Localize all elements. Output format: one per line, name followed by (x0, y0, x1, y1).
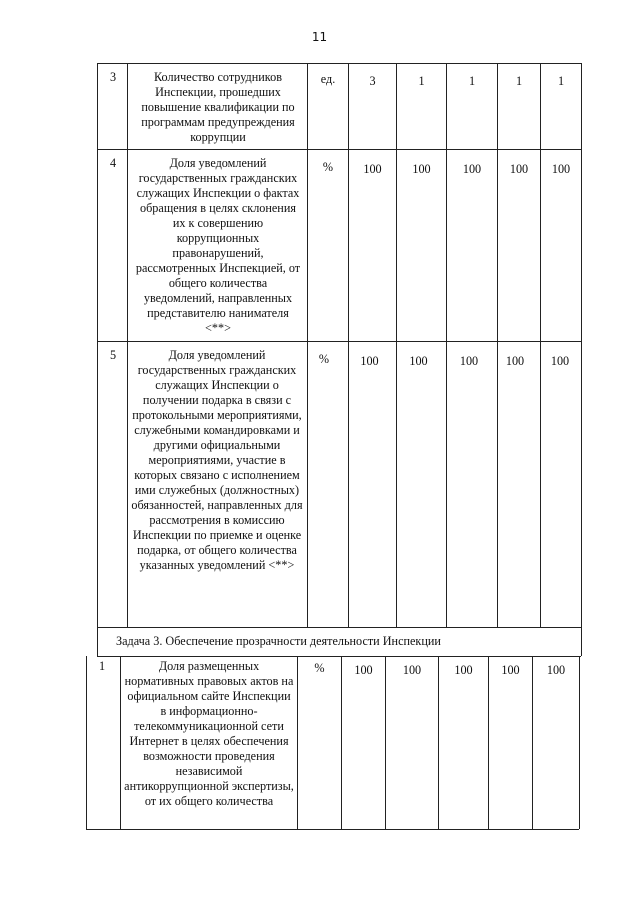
row-unit: % (318, 352, 330, 366)
row-divider (97, 63, 581, 64)
column-divider (540, 63, 541, 627)
row-value: 100 (363, 162, 382, 176)
page-number: 11 (311, 30, 328, 44)
row-value: 100 (454, 663, 473, 677)
column-divider (120, 656, 121, 829)
row-value: 100 (402, 663, 422, 677)
row-value: 100 (462, 162, 482, 176)
row-value: 1 (557, 74, 565, 88)
row-divider (97, 149, 581, 150)
row-description: Доля уведомлений государственных гражданских служащих Инспекции о фактах обращения в целях склонения их к совершению коррупционных правонарушений, рассмотренных Инспекцией, от общего количества уведомлений, направленных представителю нанимателя <**> (135, 156, 301, 335)
row-value: 100 (360, 354, 379, 368)
column-divider (532, 656, 533, 829)
row-value: 1 (418, 74, 425, 88)
row-value: 100 (505, 354, 525, 368)
column-divider (396, 63, 397, 627)
table-border-left (86, 656, 87, 829)
row-value: 100 (501, 663, 520, 677)
row-value: 100 (546, 663, 566, 677)
column-divider (341, 656, 342, 829)
column-divider (297, 656, 298, 829)
column-divider (446, 63, 447, 627)
column-divider (438, 656, 439, 829)
column-divider (488, 656, 489, 829)
table-border-right (581, 63, 582, 627)
table-border-left (97, 63, 98, 627)
row-divider (97, 656, 581, 657)
row-divider (86, 829, 579, 830)
row-unit: ед. (320, 72, 336, 86)
row-number: 5 (110, 348, 117, 362)
row-unit: % (314, 661, 325, 675)
row-divider (97, 627, 581, 628)
row-value: 100 (354, 663, 373, 677)
row-number: 4 (110, 156, 117, 170)
row-description: Количество сотрудников Инспекции, прошедших повышение квалификации по программам предупреждения коррупции (141, 70, 295, 144)
row-value: 100 (412, 162, 431, 176)
row-number: 1 (99, 659, 106, 673)
table-border-right (579, 656, 580, 829)
row-value: 100 (509, 162, 529, 176)
row-value: 1 (468, 74, 476, 88)
row-description: Доля уведомлений государственных гражданских служащих Инспекции о получении подарка в связи с протокольными мероприятиями, служебными командировками и другими официальными мероприятиями, участие в которых связано с исполнением ими служебных (должностных) обязанностей, направленных для рассмотрения в комиссию Инспекции по приемке и оценке подарка, от общего количества указанных уведомлений <**> (131, 348, 303, 572)
row-value: 100 (551, 162, 571, 176)
row-value: 100 (459, 354, 479, 368)
row-value: 100 (550, 354, 570, 368)
section-title: Задача 3. Обеспечение прозрачности деятельности Инспекции (116, 634, 441, 648)
row-value: 100 (409, 354, 428, 368)
row-unit: % (322, 160, 334, 174)
column-divider (307, 63, 308, 627)
row-value: 1 (515, 74, 523, 88)
row-number: 3 (110, 70, 117, 84)
row-description: Доля размещенных нормативных правовых актов на официальном сайте Инспекции в информационно-телекоммуникационной сети Интернет в целях обеспечения возможности проведения независимой антикоррупционной экспертизы, от их общего количества (124, 659, 294, 808)
row-value: 3 (369, 74, 376, 88)
column-divider (385, 656, 386, 829)
table-border-left (97, 627, 98, 656)
table-border-right (581, 627, 582, 656)
column-divider (348, 63, 349, 627)
column-divider (127, 63, 128, 627)
column-divider (497, 63, 498, 627)
row-divider (97, 341, 581, 342)
